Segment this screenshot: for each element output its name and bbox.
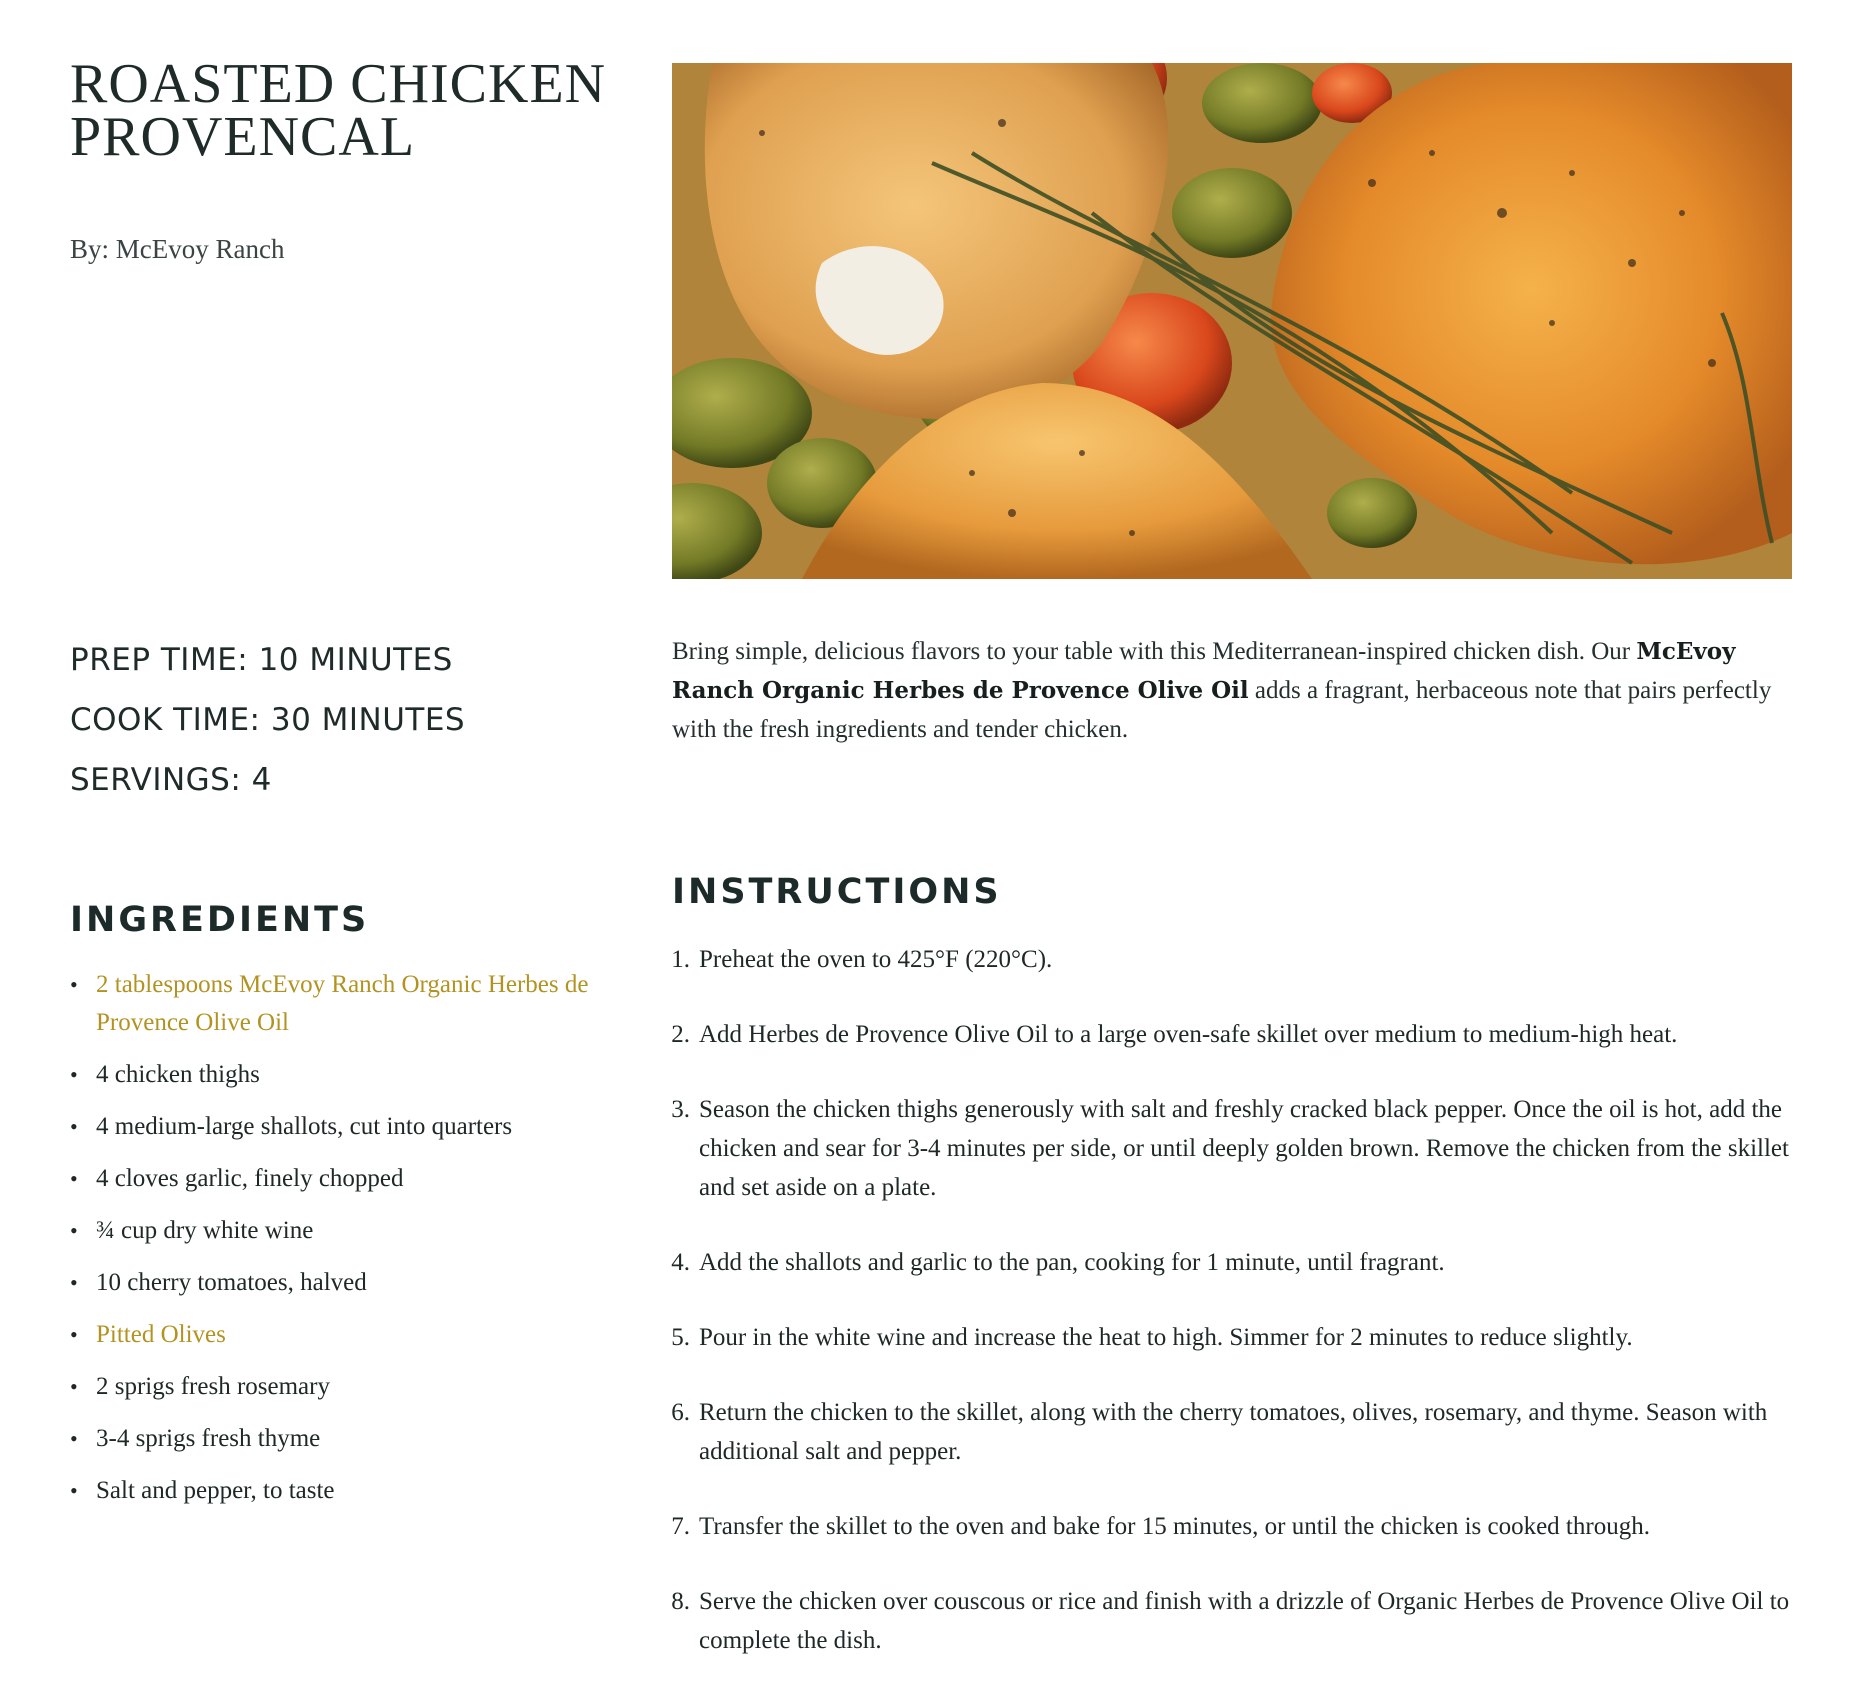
cook-time: COOK TIME: 30 MINUTES xyxy=(70,702,466,738)
bullet-icon: • xyxy=(70,1218,78,1243)
bullet-icon: • xyxy=(70,1114,78,1139)
ingredient-text: 4 cloves garlic, finely chopped xyxy=(96,1165,404,1192)
ingredient-text: ¾ cup dry white wine xyxy=(96,1217,314,1244)
ingredient-text: 3-4 sprigs fresh thyme xyxy=(96,1425,321,1452)
recipe-intro xyxy=(672,632,1802,749)
step-text: Pour in the white wine and increase the heat to high. Simmer for 2 minutes to reduce slightly. xyxy=(699,1324,1633,1351)
step-number: 3. xyxy=(671,1096,690,1123)
step-text: Add Herbes de Provence Olive Oil to a large oven-safe skillet over medium to medium-high heat. xyxy=(699,1021,1678,1048)
ingredients-list xyxy=(70,966,590,1510)
step-text: Preheat the oven to 425°F (220°C). xyxy=(699,946,1053,973)
ingredient-link-olive-oil[interactable] xyxy=(70,966,590,1042)
ingredient-link-pitted-olives[interactable] xyxy=(70,1316,590,1354)
step-number: 4. xyxy=(671,1249,690,1276)
product-name: McEvoy Ranch Organic Herbes de Provence Olive Oil xyxy=(672,638,1736,704)
instructions-section xyxy=(672,872,1802,1696)
step-number: 6. xyxy=(671,1399,690,1426)
recipe-header xyxy=(70,53,630,265)
ingredient-text: 4 medium-large shallots, cut into quarters xyxy=(96,1113,513,1140)
instruction-step xyxy=(672,940,1802,979)
instruction-step xyxy=(672,1243,1802,1282)
ingredient-text: 4 chicken thighs xyxy=(96,1061,260,1088)
intro-text: Bring simple, delicious flavors to your table with this Mediterranean-inspired chicken dish. Our xyxy=(672,638,1631,665)
instructions-heading: INSTRUCTIONS xyxy=(672,872,1002,912)
instruction-step xyxy=(672,1582,1802,1660)
ingredient-text: 2 sprigs fresh rosemary xyxy=(96,1373,330,1400)
servings: SERVINGS: 4 xyxy=(70,762,272,798)
recipe-meta xyxy=(70,630,590,810)
instructions-list xyxy=(672,940,1802,1660)
ingredient-text[interactable]: 2 tablespoons McEvoy Ranch Organic Herbes de Provence Olive Oil xyxy=(96,971,589,1036)
hero-image xyxy=(672,63,1792,579)
bullet-icon: • xyxy=(70,1270,78,1295)
bullet-icon: • xyxy=(70,1478,78,1503)
step-text: Serve the chicken over couscous or rice and finish with a drizzle of Organic Herbes de Provence Olive Oil to complete the dish. xyxy=(699,1588,1790,1654)
instruction-step xyxy=(672,1393,1802,1471)
page-title xyxy=(70,53,630,168)
instruction-step xyxy=(672,1507,1802,1546)
step-text: Season the chicken thighs generously with salt and freshly cracked black pepper. Once the oil is hot, add the chicken and sear for 3-4 minutes per side, or until deeply golden brown. Remove the chicken from the skillet and set aside on a plate. xyxy=(699,1096,1789,1201)
step-text: Transfer the skillet to the oven and bake for 15 minutes, or until the chicken is cooked through. xyxy=(699,1513,1650,1540)
title-line-1: ROASTED CHICKEN xyxy=(70,53,607,115)
list-item xyxy=(70,1160,590,1198)
list-item xyxy=(70,1108,590,1146)
step-number: 2. xyxy=(671,1021,690,1048)
step-text: Return the chicken to the skillet, along with the cherry tomatoes, olives, rosemary, and thyme. Season with additional salt and pepper. xyxy=(699,1399,1768,1465)
instruction-step xyxy=(672,1015,1802,1054)
bullet-icon: • xyxy=(70,1166,78,1191)
ingredients-section xyxy=(70,900,590,1524)
list-item xyxy=(70,1420,590,1458)
bullet-icon: • xyxy=(70,1322,78,1347)
bullet-icon: • xyxy=(70,1374,78,1399)
bullet-icon: • xyxy=(70,1426,78,1451)
author-byline: By: McEvoy Ranch xyxy=(70,234,285,264)
ingredients-heading: INGREDIENTS xyxy=(70,900,370,940)
instruction-step xyxy=(672,1318,1802,1357)
ingredient-text[interactable]: Pitted Olives xyxy=(96,1321,226,1348)
step-number: 8. xyxy=(671,1588,690,1615)
prep-time: PREP TIME: 10 MINUTES xyxy=(70,642,453,678)
bullet-icon: • xyxy=(70,1062,78,1087)
list-item xyxy=(70,1472,590,1510)
intro-text-continued: adds a fragrant, herbaceous note that pairs perfectly with the fresh ingredients and tender chicken. xyxy=(672,677,1772,743)
roasted-chicken-photo-icon xyxy=(672,63,1792,579)
step-number: 7. xyxy=(671,1513,690,1540)
step-text: Add the shallots and garlic to the pan, cooking for 1 minute, until fragrant. xyxy=(699,1249,1445,1276)
title-line-2: PROVENCAL xyxy=(70,106,416,168)
list-item xyxy=(70,1264,590,1302)
ingredient-text: Salt and pepper, to taste xyxy=(96,1477,335,1504)
instruction-step xyxy=(672,1090,1802,1207)
ingredient-text: 10 cherry tomatoes, halved xyxy=(96,1269,367,1296)
list-item xyxy=(70,1056,590,1094)
step-number: 1. xyxy=(671,946,690,973)
bullet-icon: • xyxy=(70,972,78,997)
list-item xyxy=(70,1212,590,1250)
list-item xyxy=(70,1368,590,1406)
step-number: 5. xyxy=(671,1324,690,1351)
